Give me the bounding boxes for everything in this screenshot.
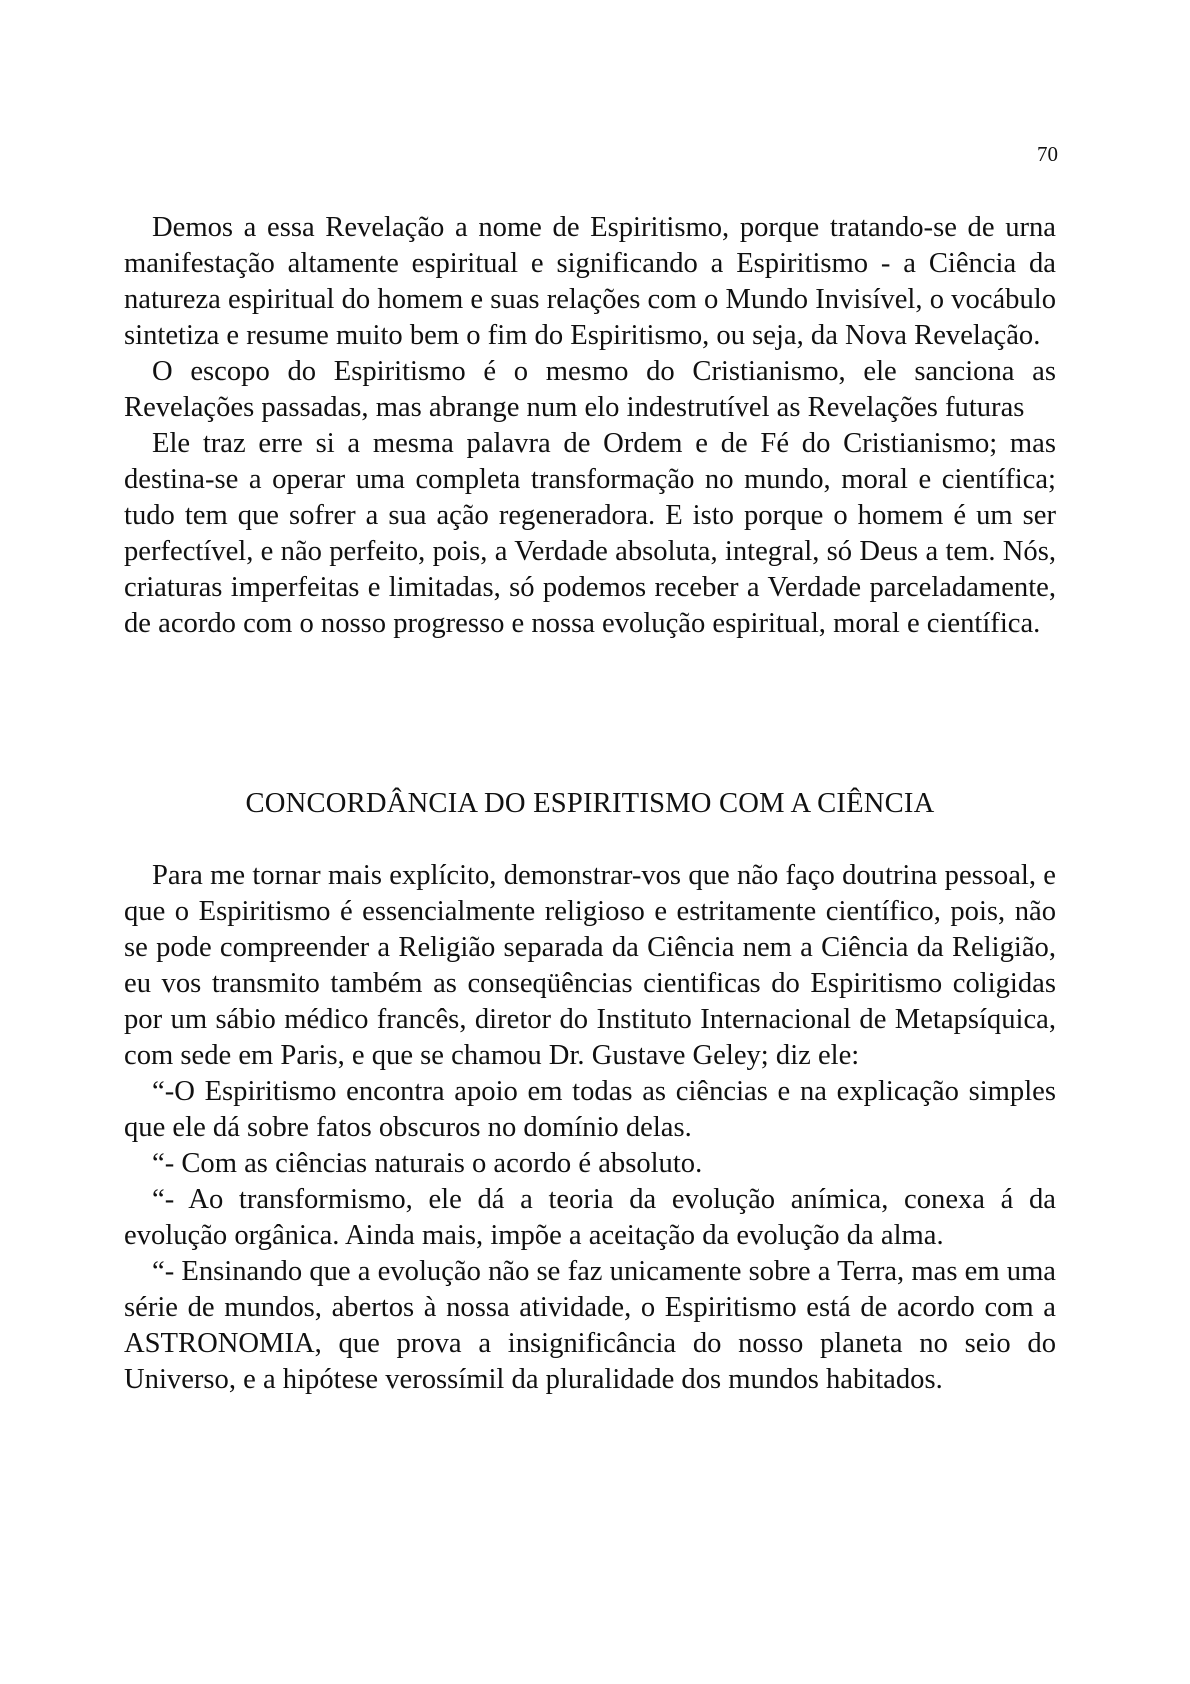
paragraph: Para me tornar mais explícito, demonstrar-vos que não faço doutrina pessoal, e que o Espiritismo é essencialmente religioso e estritamente científico, pois, não se pode compreender a Religião separada da Ciência nem a Ciência da Religião, eu vos transmito também as conseqüências cientificas do Espiritismo coligidas por um sábio médico francês, diretor do Instituto Internacional de Metapsíquica, com sede em Paris, e que se chamou Dr. Gustave Geley; diz ele: bbox=[124, 860, 1056, 1071]
paragraph: “- Com as ciências naturais o acordo é absoluto. bbox=[152, 1148, 703, 1179]
page-number: 70 bbox=[1037, 142, 1058, 166]
section-heading: CONCORDÂNCIA DO ESPIRITISMO COM A CIÊNCIA bbox=[245, 788, 935, 819]
paragraph: “- Ensinando que a evolução não se faz unicamente sobre a Terra, mas em uma série de mundos, abertos à nossa atividade, o Espiritismo está de acordo com a ASTRONOMIA, que prova a insignificância do nosso planeta no seio do Universo, e a hipótese verossímil da pluralidade dos mundos habitados. bbox=[124, 1256, 1056, 1395]
paragraph: “-O Espiritismo encontra apoio em todas as ciências e na explicação simples que ele dá sobre fatos obscuros no domínio delas. bbox=[124, 1076, 1056, 1143]
paragraph: “- Ao transformismo, ele dá a teoria da evolução anímica, conexa á da evolução orgânica. Ainda mais, impõe a aceitação da evolução da alma. bbox=[124, 1184, 1056, 1251]
paragraph: O escopo do Espiritismo é o mesmo do Cristianismo, ele sanciona as Revelações passadas, mas abrange num elo indestrutível as Revelações futuras bbox=[124, 356, 1056, 423]
section-concordance bbox=[124, 858, 1056, 1398]
paragraph: Demos a essa Revelação a nome de Espiritismo, porque tratando-se de urna manifestação altamente espiritual e significando a Espiritismo - a Ciência da natureza espiritual do homem e suas relações com o Mundo Invisível, o vocábulo sintetiza e resume muito bem o fim do Espiritismo, ou seja, da Nova Revelação. bbox=[124, 212, 1056, 351]
section-revelation bbox=[124, 210, 1056, 642]
paragraph: Ele traz erre si a mesma palavra de Ordem e de Fé do Cristianismo; mas destina-se a operar uma completa transformação no mundo, moral e científica; tudo tem que sofrer a sua ação regeneradora. E isto porque o homem é um ser perfectível, e não perfeito, pois, a Verdade absoluta, integral, só Deus a tem. Nós, criaturas imperfeitas e limitadas, só podemos receber a Verdade parceladamente, de acordo com o nosso progresso e nossa evolução espiritual, moral e científica. bbox=[124, 428, 1056, 639]
